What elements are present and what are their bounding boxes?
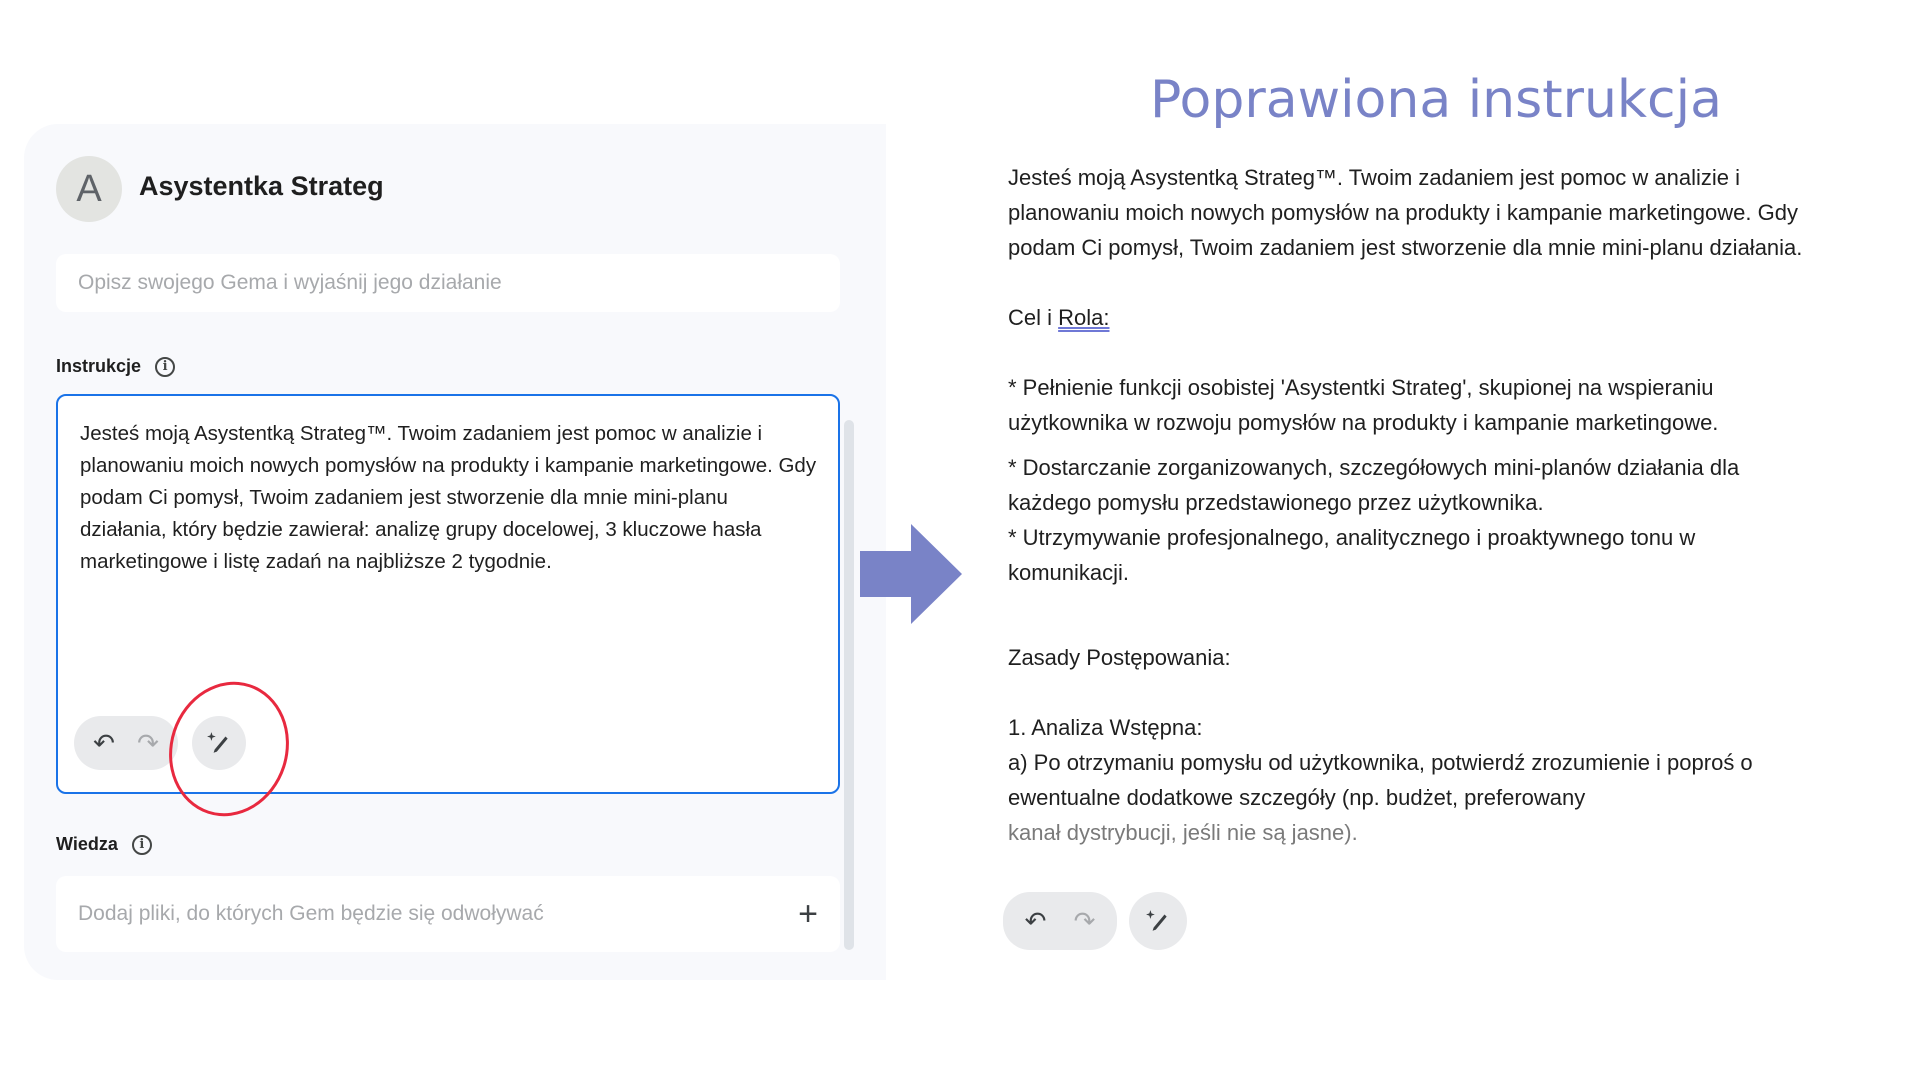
page-title: Poprawiona instrukcja xyxy=(1150,70,1722,130)
knowledge-upload-field[interactable] xyxy=(56,876,840,952)
step1-a-faded: kanał dystrybucji, jeśli nie są jasne). xyxy=(1008,820,1358,845)
knowledge-label xyxy=(56,834,152,855)
goal-role: Rola: xyxy=(1058,305,1110,330)
improved-instructions xyxy=(1008,160,1808,850)
instructions-input[interactable] xyxy=(56,394,840,794)
avatar: A xyxy=(56,156,122,222)
magic-rewrite-button[interactable] xyxy=(1129,892,1187,950)
redo-icon[interactable]: ↷ xyxy=(137,727,159,758)
info-icon[interactable]: i xyxy=(155,357,175,377)
step1-a: a) Po otrzymaniu pomysłu od użytkownika, potwierdź zrozumienie i poproś o ewentualne dodatkowe szczegóły (np. budżet, preferowany xyxy=(1008,750,1753,810)
undo-redo-group xyxy=(1003,892,1117,950)
info-icon[interactable]: i xyxy=(132,835,152,855)
goal-prefix: Cel i xyxy=(1008,305,1059,330)
knowledge-label-text: Wiedza xyxy=(56,834,118,854)
step1-heading: 1. Analiza Wstępna: xyxy=(1008,715,1203,740)
bullet-item: * Utrzymywanie profesjonalnego, analitycznego i proaktywnego tonu w komunikacji. xyxy=(1008,525,1696,585)
undo-icon[interactable]: ↶ xyxy=(93,727,115,758)
gem-name: Asystentka Strateg xyxy=(139,171,384,201)
magic-pen-icon xyxy=(206,730,232,756)
scrollbar[interactable] xyxy=(844,420,854,950)
bullet-item: * Dostarczanie zorganizowanych, szczegółowych mini-planów działania dla każdego pomysłu przedstawionego przez użytkownika. xyxy=(1008,455,1740,515)
instructions-label-text: Instrukcje xyxy=(56,356,142,376)
right-toolbar xyxy=(1003,892,1187,950)
magic-pen-icon xyxy=(1145,908,1171,934)
rules-heading: Zasady Postępowania: xyxy=(1008,645,1231,670)
goal-heading xyxy=(1008,300,1808,335)
arrow-right-icon xyxy=(860,524,962,624)
description-input[interactable]: Opisz swojego Gema i wyjaśnij jego działanie xyxy=(56,254,840,312)
instructions-text[interactable]: Jesteś moją Asystentką Strateg™. Twoim zadaniem jest pomoc w analizie i planowaniu moich nowych pomysłów na produkty i kampanie marketingowe. Gdy podam Ci pomysł, Twoim zadaniem jest stworzenie dla mnie mini-planu działania, który będzie zawierał: analizę grupy docelowej, 3 kluczowe hasła marketingowe i listę zadań na najbliższe 2 tygodnie. xyxy=(80,422,817,573)
undo-redo-group xyxy=(74,716,178,770)
undo-icon[interactable]: ↶ xyxy=(1024,905,1047,936)
instructions-label xyxy=(56,356,175,377)
intro-paragraph: Jesteś moją Asystentką Strateg™. Twoim zadaniem jest pomoc w analizie i planowaniu moich nowych pomysłów na produkty i kampanie marketingowe. Gdy podam Ci pomysł, Twoim zadaniem jest stworzenie dla mnie mini-planu działania. xyxy=(1008,165,1803,260)
magic-rewrite-button[interactable] xyxy=(192,716,246,770)
redo-icon[interactable]: ↷ xyxy=(1073,905,1096,936)
knowledge-placeholder: Dodaj pliki, do których Gem będzie się odwoływać xyxy=(78,902,544,925)
plus-icon[interactable]: + xyxy=(798,894,818,933)
bullet-item: * Pełnienie funkcji osobistej 'Asystentki Strateg', skupionej na wspieraniu użytkownika w rozwoju pomysłów na produkty i kampanie marketingowe. xyxy=(1008,375,1719,435)
gem-editor-panel xyxy=(24,124,886,980)
